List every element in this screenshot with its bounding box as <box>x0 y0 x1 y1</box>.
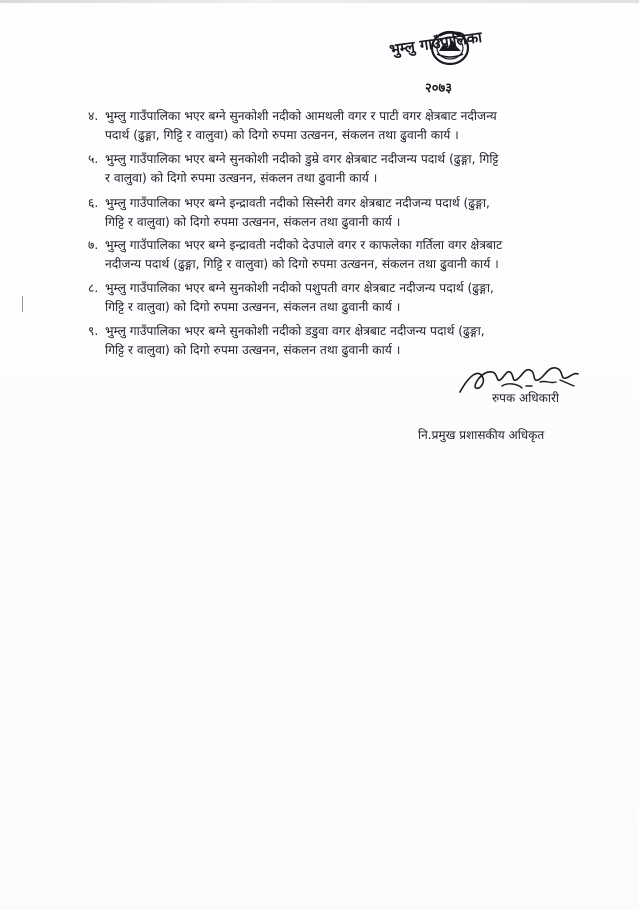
item-text <box>105 194 560 232</box>
item-number: ९. <box>88 324 99 338</box>
item-line: गिट्टि र वालुवा) को दिगो रुपमा उत्खनन, संकलन तथा ढुवानी कार्य । <box>105 343 401 357</box>
item-line: नदीजन्य पदार्थ (ढुङ्गा, गिट्टि र वालुवा) को दिगो रुपमा उत्खनन, संकलन तथा ढुवानी कार्य । <box>105 257 499 271</box>
seal-text: भुम्लु गाउँपालिका <box>388 28 484 59</box>
item-number: ८. <box>88 281 99 295</box>
item-line: भुम्लु गाउँपालिका भएर बग्ने इन्द्रावती नदीको देउपाले वगर र काफलेका गर्तिला वगर क्षेत्रबाट <box>105 238 503 252</box>
item-line: भुम्लु गाउँपालिका भएर बग्ने सुनकोशी नदीको डुम्रे वगर क्षेत्रबाट नदीजन्य पदार्थ (ढुङ्गा, गिट्टि <box>105 152 499 166</box>
item-line: गिट्टि र वालुवा) को दिगो रुपमा उत्खनन, संकलन तथा ढुवानी कार्य । <box>105 215 401 229</box>
item-line: भुम्लु गाउँपालिका भएर बग्ने सुनकोशी नदीको आमथली वगर र पाटी वगर क्षेत्रबाट नदीजन्य <box>105 109 497 123</box>
margin-mark <box>22 296 23 312</box>
item-text <box>105 279 560 317</box>
item-line: पदार्थ (ढुङ्गा, गिट्टि र वालुवा) को दिगो रुपमा उत्खनन, संकलन तथा ढुवानी कार्य । <box>105 128 459 142</box>
item-line: र वालुवा) को दिगो रुपमा उत्खनन, संकलन तथा ढुवानी कार्य । <box>105 171 378 185</box>
item-line: भुम्लु गाउँपालिका भएर बग्ने सुनकोशी नदीको पशुपती वगर क्षेत्रबाट नदीजन्य पदार्थ (ढुङ्गा, <box>105 281 494 295</box>
item-number: ४. <box>88 109 99 123</box>
item-line: गिट्टि र वालुवा) को दिगो रुपमा उत्खनन, संकलन तथा ढुवानी कार्य । <box>105 300 401 314</box>
item-number: ६. <box>88 196 99 210</box>
item-text <box>105 236 560 274</box>
page-top-edge <box>0 0 639 3</box>
item-line: भुम्लु गाउँपालिका भएर बग्ने सुनकोशी नदीको डडुवा वगर क्षेत्रबाट नदीजन्य पदार्थ (ढुङ्गा, <box>105 324 485 338</box>
signatory-title: नि.प्रमुख प्रशासकीय अधिकृत <box>418 428 545 442</box>
item-text <box>105 150 560 188</box>
item-number: ७. <box>88 238 99 252</box>
item-number: ५. <box>88 152 99 166</box>
item-line: भुम्लु गाउँपालिका भएर बग्ने इन्द्रावती नदीको सिस्नेरी वगर क्षेत्रबाट नदीजन्य पदार्थ (ढुङ्गा, <box>105 196 490 210</box>
seal-year: २०७३ <box>425 81 453 96</box>
signatory-name: रुपक अधिकारी <box>492 391 560 405</box>
item-text <box>105 107 560 145</box>
